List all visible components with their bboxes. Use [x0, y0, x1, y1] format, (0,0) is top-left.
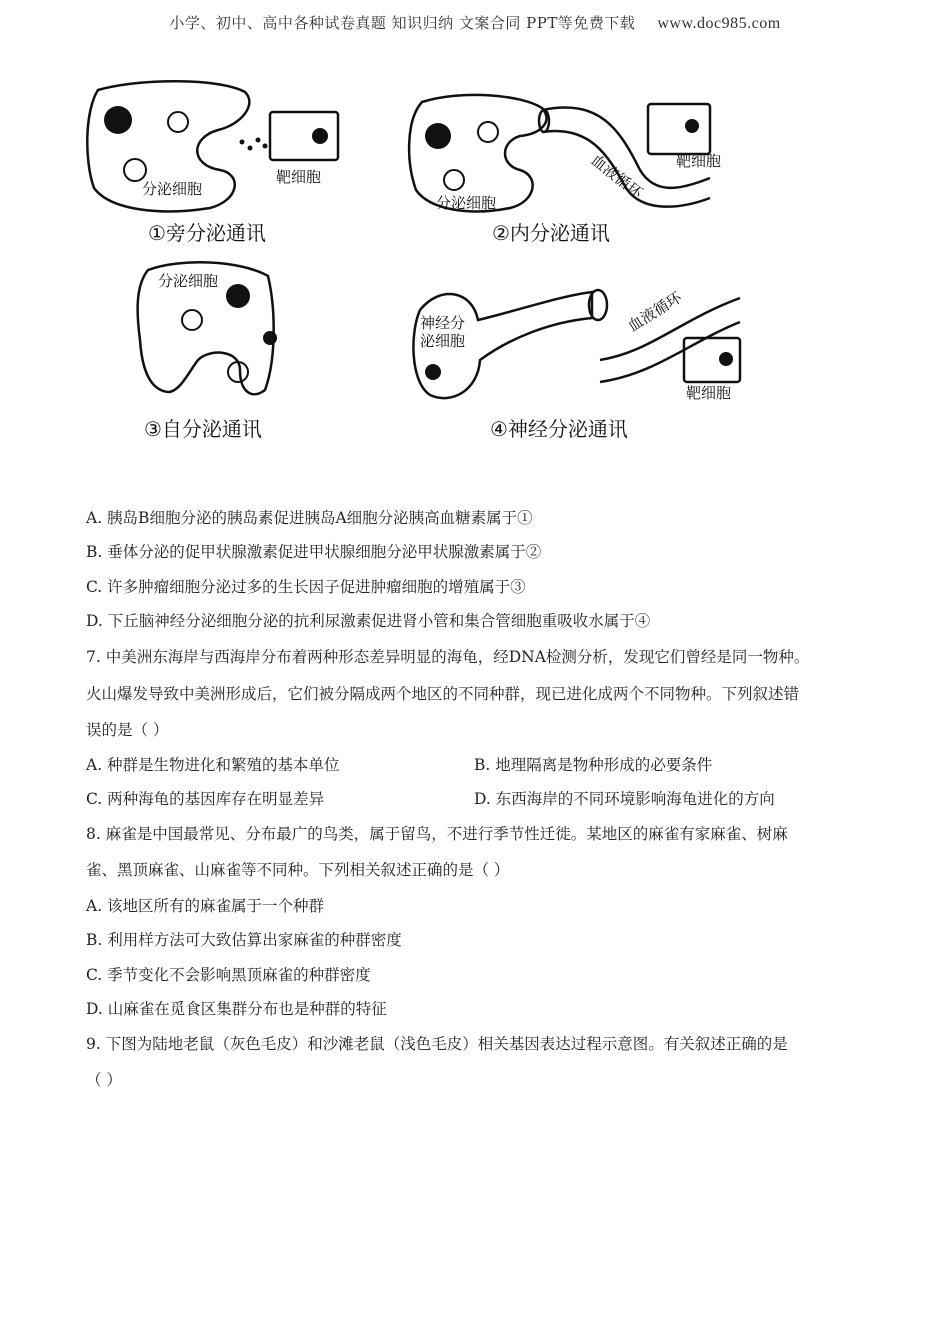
- panel1-target-label: 靶细胞: [276, 168, 322, 186]
- q8-option-a: A. 该地区所有的麻雀属于一个种群: [86, 897, 325, 915]
- page-header: [0, 12, 950, 33]
- panel4-caption: ④神经分泌通讯: [490, 417, 628, 441]
- q7-stem-line3: 误的是（ ）: [86, 721, 169, 739]
- panel2-caption: ②内分泌通讯: [492, 221, 610, 245]
- q7-option-d: D. 东西海岸的不同环境影响海龟进化的方向: [474, 790, 775, 808]
- cell-communication-figure: [80, 70, 780, 450]
- panel4-cell-label-1: 神经分: [420, 314, 466, 332]
- panel2-target-cell: [648, 104, 710, 154]
- q7-stem-line2: 火山爆发导致中美洲形成后，它们被分隔成两个地区的不同种群，现已进化成两个不同物种。下列叙述错: [86, 685, 800, 703]
- panel3-cell-label: 分泌细胞: [158, 272, 219, 290]
- panel2-blood-label: 血液循环: [587, 150, 646, 203]
- q6-option-a: A. 胰岛B细胞分泌的胰岛素促进胰岛A细胞分泌胰高血糖素属于①: [86, 509, 533, 527]
- panel4-cell-label-2: 泌细胞: [420, 332, 466, 350]
- q7-option-c: C. 两种海龟的基因库存在明显差异: [86, 790, 325, 808]
- q8-option-d: D. 山麻雀在觅食区集群分布也是种群的特征: [86, 1000, 387, 1018]
- q9-stem-line2: （ ）: [86, 1071, 122, 1089]
- q8-stem-line1: 8. 麻雀是中国最常见、分布最广的鸟类，属于留鸟，不进行季节性迁徙。某地区的麻雀有家麻雀、树麻: [86, 825, 788, 843]
- q8-stem-line2: 雀、黑顶麻雀、山麻雀等不同种。下列相关叙述正确的是（ ）: [86, 861, 510, 879]
- q6-option-c: C. 许多肿瘤细胞分泌过多的生长因子促进肿瘤细胞的增殖属于③: [86, 578, 526, 596]
- panel2-cell-label: 分泌细胞: [436, 194, 497, 212]
- q6-option-b: B. 垂体分泌的促甲状腺激素促进甲状腺细胞分泌甲状腺激素属于②: [86, 543, 542, 561]
- q7-option-b: B. 地理隔离是物种形成的必要条件: [474, 756, 713, 774]
- q6-option-d: D. 下丘脑神经分泌细胞分泌的抗利尿激素促进肾小管和集合管细胞重吸收水属于④: [86, 612, 651, 630]
- header-site[interactable]: www.doc985.com: [657, 15, 781, 32]
- q8-option-b: B. 利用样方法可大致估算出家麻雀的种群密度: [86, 931, 402, 949]
- panel3-caption: ③自分泌通讯: [144, 417, 262, 441]
- header-text: 小学、初中、高中各种试卷真题 知识归纳 文案合同 PPT等免费下载: [169, 14, 636, 32]
- panel4-target-label: 靶细胞: [686, 384, 732, 402]
- q7-stem-line1: 7. 中美洲东海岸与西海岸分布着两种形态差异明显的海龟，经DNA检测分析，发现它们曾经是同一物种。: [86, 648, 810, 666]
- panel4-blood-label: 血液循环: [624, 288, 686, 336]
- panel1-cell-label: 分泌细胞: [142, 180, 203, 198]
- q8-option-c: C. 季节变化不会影响黑顶麻雀的种群密度: [86, 966, 371, 984]
- panel2-target-label: 靶细胞: [676, 152, 722, 170]
- q9-stem-line1: 9. 下图为陆地老鼠（灰色毛皮）和沙滩老鼠（浅色毛皮）相关基因表达过程示意图。有关叙述正确的是: [86, 1035, 788, 1053]
- q7-option-a: A. 种群是生物进化和繁殖的基本单位: [86, 756, 340, 774]
- panel1-caption: ①旁分泌通讯: [148, 221, 266, 245]
